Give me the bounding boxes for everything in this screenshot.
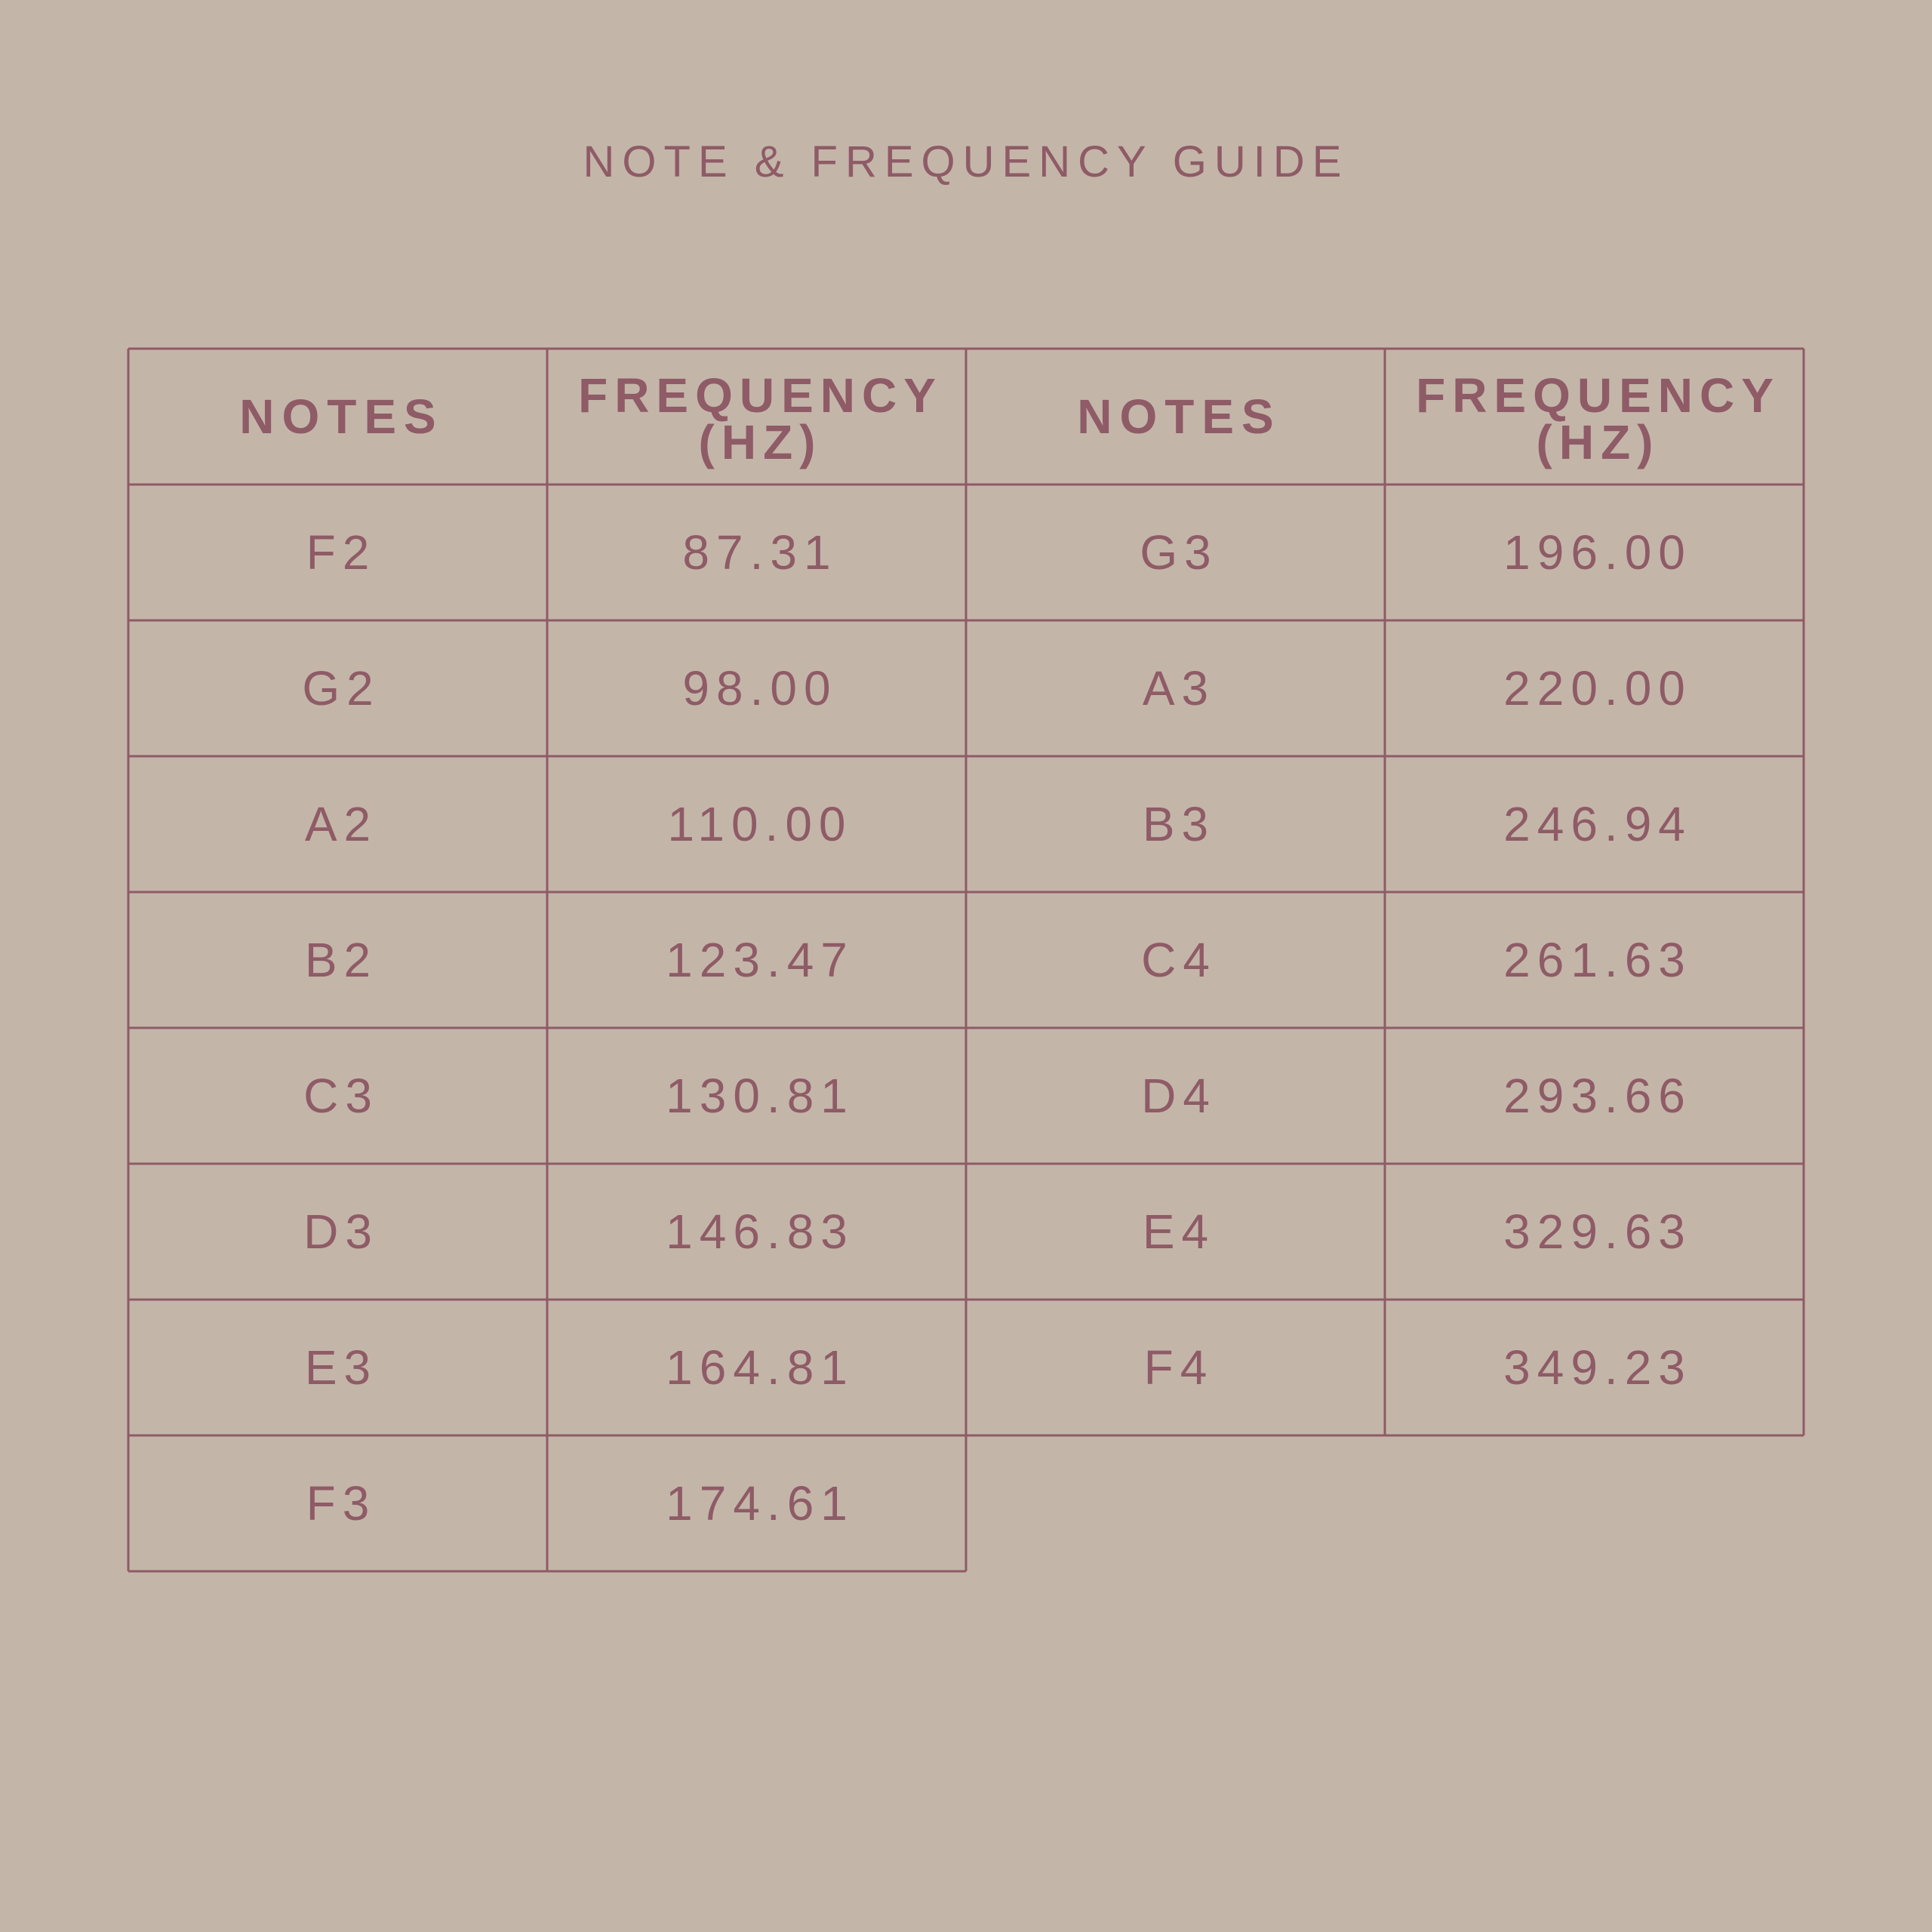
- frequency-cell: 123.47: [666, 933, 854, 987]
- header-frequency-label: FREQUENCY: [578, 368, 943, 423]
- note-cell: E4: [1142, 1204, 1216, 1259]
- frequency-cell: 130.81: [666, 1069, 854, 1123]
- frequency-cell: 174.61: [666, 1476, 854, 1531]
- note-cell: F3: [306, 1476, 377, 1531]
- note-cell: E3: [304, 1340, 378, 1395]
- header-frequency-label: FREQUENCY: [1416, 368, 1780, 423]
- note-cell: G3: [1140, 525, 1218, 580]
- frequency-cell: 220.00: [1503, 661, 1692, 715]
- header-frequency-left: [547, 349, 966, 485]
- note-cell: C4: [1141, 933, 1217, 987]
- frequency-cell: 246.94: [1503, 797, 1692, 851]
- header-notes-right: NOTES: [1077, 389, 1281, 444]
- note-cell: D4: [1141, 1069, 1217, 1123]
- header-frequency-right: [1385, 349, 1804, 485]
- page-title: NOTE & FREQUENCY GUIDE: [583, 137, 1349, 186]
- frequency-cell: 87.31: [682, 525, 838, 580]
- frequency-cell: 98.00: [682, 661, 838, 715]
- frequency-cell: 261.63: [1503, 933, 1692, 987]
- note-cell: B3: [1142, 797, 1216, 851]
- frequency-cell: 110.00: [667, 797, 853, 851]
- frequency-cell: 349.23: [1503, 1340, 1692, 1395]
- frequency-cell: 329.63: [1503, 1204, 1692, 1259]
- note-cell: C3: [303, 1069, 379, 1123]
- note-cell: F2: [306, 525, 377, 580]
- note-cell: A2: [304, 797, 378, 851]
- note-cell: F4: [1143, 1340, 1214, 1395]
- note-cell: D3: [303, 1204, 379, 1259]
- note-cell: A3: [1142, 661, 1216, 715]
- header-frequency-unit: (HZ): [698, 415, 823, 469]
- frequency-cell: 196.00: [1503, 525, 1692, 580]
- header-frequency-unit: (HZ): [1536, 415, 1660, 469]
- header-notes-left: NOTES: [239, 389, 444, 444]
- frequency-cell: 293.66: [1503, 1069, 1692, 1123]
- frequency-cell: 146.83: [666, 1204, 854, 1259]
- note-cell: G2: [302, 661, 380, 715]
- note-cell: B2: [304, 933, 378, 987]
- frequency-cell: 164.81: [666, 1340, 854, 1395]
